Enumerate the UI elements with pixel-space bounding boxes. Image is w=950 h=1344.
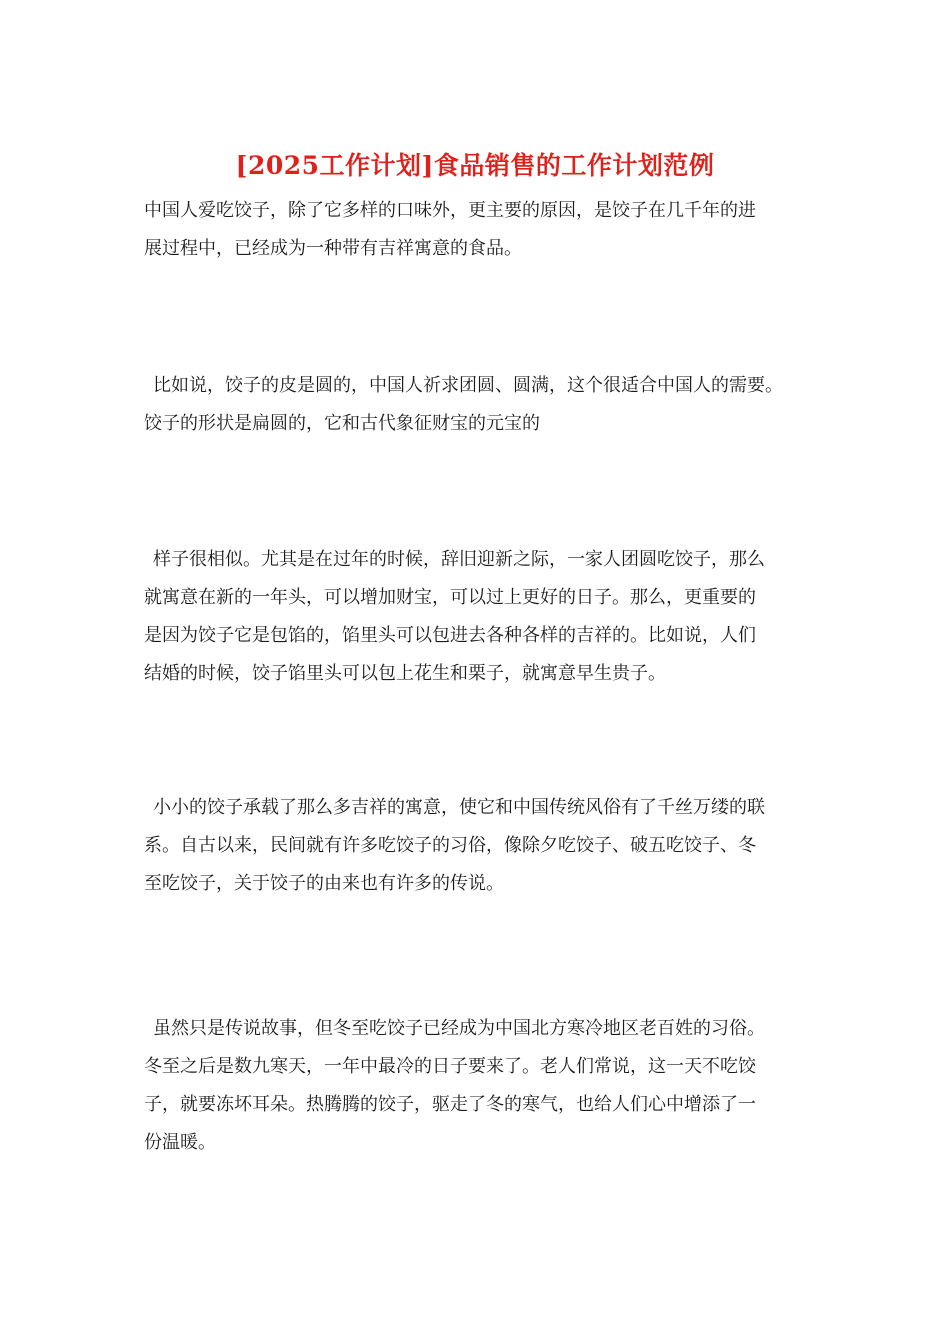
paragraph-2 xyxy=(144,367,834,443)
paragraph-line: 就寓意在新的一年头，可以增加财宝，可以过上更好的日子。那么，更重要的 xyxy=(144,587,756,608)
paragraph-line: 饺子的形状是扁圆的，它和古代象征财宝的元宝的 xyxy=(144,413,540,434)
paragraph-line: 至吃饺子，关于饺子的由来也有许多的传说。 xyxy=(144,873,504,894)
paragraph-line: 展过程中，已经成为一种带有吉祥寓意的食品。 xyxy=(144,238,522,259)
paragraph-line: 系。自古以来，民间就有许多吃饺子的习俗，像除夕吃饺子、破五吃饺子、冬 xyxy=(144,835,756,856)
paragraph-1 xyxy=(144,192,834,268)
paragraph-line: 比如说，饺子的皮是圆的，中国人祈求团圆、圆满，这个很适合中国人的需要。 xyxy=(153,375,783,396)
paragraph-line: 是因为饺子它是包馅的，馅里头可以包进去各种各样的吉祥的。比如说，人们 xyxy=(144,625,756,646)
paragraph-line: 小小的饺子承载了那么多吉祥的寓意，使它和中国传统风俗有了千丝万缕的联 xyxy=(153,797,765,818)
paragraph-line: 子，就要冻坏耳朵。热腾腾的饺子，驱走了冬的寒气，也给人们心中增添了一 xyxy=(144,1094,756,1115)
paragraph-line: 中国人爱吃饺子，除了它多样的口味外，更主要的原因，是饺子在几千年的进 xyxy=(144,200,756,221)
paragraph-line: 冬至之后是数九寒天，一年中最冷的日子要来了。老人们常说，这一天不吃饺 xyxy=(144,1056,756,1077)
paragraph-line: 样子很相似。尤其是在过年的时候，辞旧迎新之际，一家人团圆吃饺子，那么 xyxy=(153,549,765,570)
paragraph-3 xyxy=(144,541,834,693)
paragraph-line: 份温暖。 xyxy=(144,1132,216,1153)
paragraph-line: 虽然只是传说故事，但冬至吃饺子已经成为中国北方寒冷地区老百姓的习俗。 xyxy=(153,1018,765,1039)
document-title: [2025工作计划]食品销售的工作计划范例 xyxy=(235,151,715,180)
paragraph-4 xyxy=(144,789,834,903)
paragraph-5 xyxy=(144,1010,834,1162)
paragraph-line: 结婚的时候，饺子馅里头可以包上花生和栗子，就寓意早生贵子。 xyxy=(144,663,666,684)
